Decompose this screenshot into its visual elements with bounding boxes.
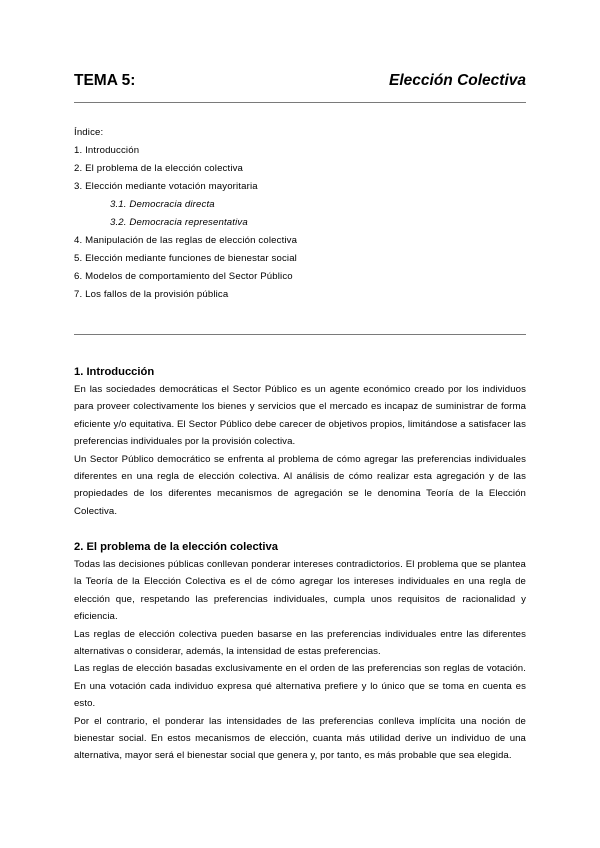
paragraph: Las reglas de elección colectiva pueden basarse en las preferencias individuales entre las diferentes alternativas o considerar, además, la intensidad de estas preferencias. xyxy=(74,628,526,658)
toc-subitem-democracia-directa: 3.1. Democracia directa xyxy=(110,199,215,210)
paragraph: Todas las decisiones públicas conllevan ponderar intereses contradictorios. El problema que se plantea la Teoría de la Elección Colectiva es el de cómo agregar los intereses individuales en una regla de elección que, respetando las preferencias individuales, cumpla unos requisitos de racionalidad y eficiencia. xyxy=(74,559,526,623)
paragraph: Por el contrario, el ponderar las intensidades de las preferencias conlleva implícita una noción de bienestar social. En estos mecanismos de elección, cuanta más utilidad derive un individuo de una alternativa, mayor será el bienestar social que genera y, por tanto, es más probable que sea elegida. xyxy=(74,715,526,762)
toc-item-manipulacion-reglas: 4. Manipulación de las reglas de elección colectiva xyxy=(74,235,298,246)
toc-item-problema-eleccion: 2. El problema de la elección colectiva xyxy=(74,163,244,174)
toc-item-fallos-provision: 7. Los fallos de la provisión pública xyxy=(74,289,229,300)
page-header xyxy=(74,72,526,94)
header-topic-title: Elección Colectiva xyxy=(389,72,526,89)
paragraph: Un Sector Público democrático se enfrenta al problema de cómo agregar las preferencias individuales diferentes en una regla de elección colectiva. Al análisis de cómo realizar esta agregación y de las propiedades de los diferentes mecanismos de agregación se le denomina Teoría de la Elección Colectiva. xyxy=(74,453,526,517)
toc-item-votacion-mayoritaria: 3. Elección mediante votación mayoritaria xyxy=(74,181,258,192)
section-title: 1. Introducción xyxy=(74,366,155,378)
paragraph: Las reglas de elección basadas exclusivamente en el orden de las preferencias son reglas de votación. En una votación cada individuo expresa qué alternativa prefiere y lo único que se toma en cuenta es esto. xyxy=(74,663,526,710)
header-divider xyxy=(74,102,526,103)
paragraph: En las sociedades democráticas el Sector Público es un agente económico creado por los individuos para proveer colectivamente los bienes y servicios que el mercado es incapaz de suministrar de forma eficiente y/o equitativa. El Sector Público debe carecer de objetivos propios, limitándose a satisfacer las preferencias individuales por la provisión colectiva. xyxy=(74,384,526,448)
table-of-contents xyxy=(74,124,526,304)
toc-item-introduccion: 1. Introducción xyxy=(74,145,140,156)
toc-title: Índice: xyxy=(74,127,104,138)
section-title: 2. El problema de la elección colectiva xyxy=(74,541,278,553)
section-introduccion xyxy=(74,363,526,520)
toc-divider xyxy=(74,334,526,335)
toc-subitem-democracia-representativa: 3.2. Democracia representativa xyxy=(110,217,248,228)
section-problema-eleccion xyxy=(74,538,526,765)
toc-item-bienestar-social: 5. Elección mediante funciones de bienestar social xyxy=(74,253,297,264)
header-topic-number: TEMA 5: xyxy=(74,72,136,89)
toc-item-comportamiento-sector-publico: 6. Modelos de comportamiento del Sector Público xyxy=(74,271,293,282)
